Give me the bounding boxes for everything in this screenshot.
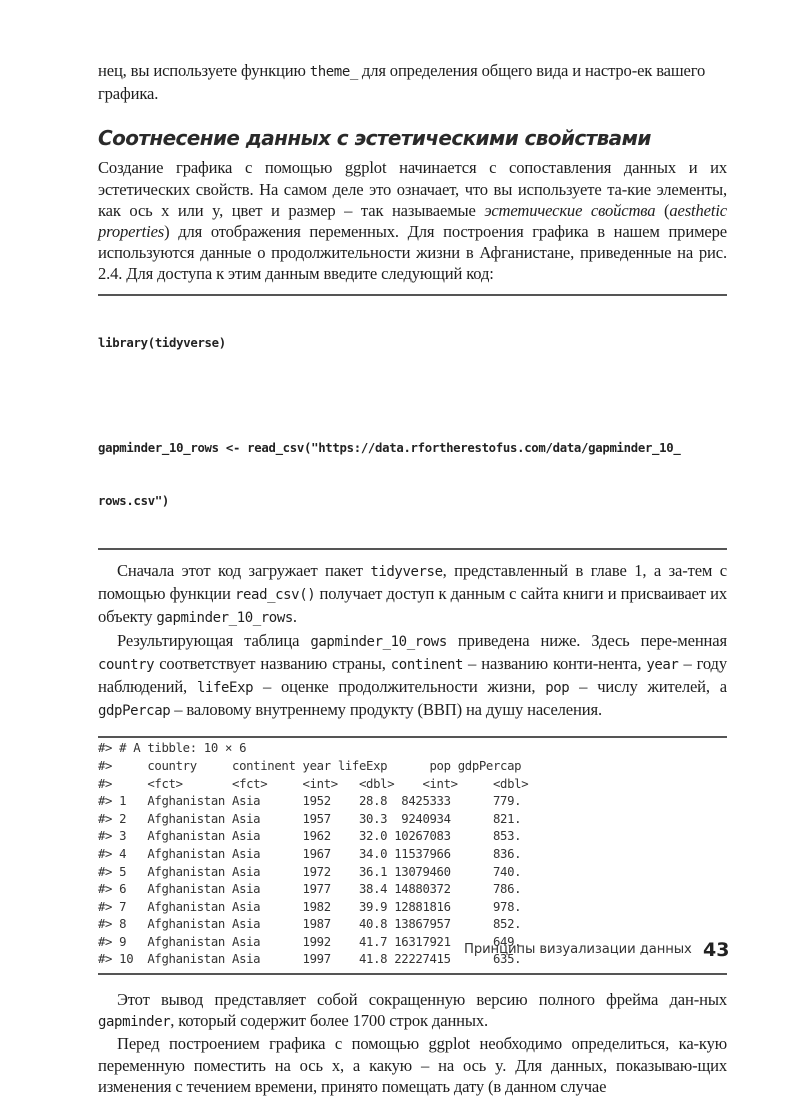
tibble-row: #> 9 Afghanistan Asia 1992 41.7 16317921 649. [98, 934, 522, 949]
tibble-output [98, 738, 730, 973]
tibble-row: #> 5 Afghanistan Asia 1972 36.1 13079460 740. [98, 864, 522, 879]
text-run: Создание графика с помощью ggplot начинается с сопоставления данных и их эстетических свойств. На самом деле это означает, что вы используете та-кие элементы, как ось x или y, цвет и размер – так называемые [98, 158, 727, 220]
inline-code: gdpPercap [98, 703, 171, 720]
text-run: – оценке продолжительности жизни, [253, 676, 546, 696]
paragraph-explain-1 [98, 560, 727, 630]
tibble-row: #> 8 Afghanistan Asia 1987 40.8 13867957 852. [98, 917, 522, 932]
tibble-row: #> 6 Afghanistan Asia 1977 38.4 14880372 786. [98, 882, 522, 897]
code-line: gapminder_10_rows <- read_csv("https://data.rfortherestofus.com/data/gapminder_10_ [98, 441, 681, 456]
paragraph-after-1 [98, 989, 727, 1033]
inline-code: year [646, 656, 679, 673]
paragraph-after-2: Перед построением графика с помощью ggplot необходимо определиться, ка-кую переменную поместить на ось x, а какую – на ось y. Для данных, показываю-щих изменения с течением времени, принято помещать дату (в данном случае [98, 1034, 727, 1096]
paragraph-intro [98, 60, 727, 104]
text-run: соответствует названию страны, [154, 653, 391, 673]
tibble-column-types: #> <fct> <fct> <int> <dbl> <int> <dbl> [98, 776, 529, 791]
code-line: library(tidyverse) [98, 335, 226, 350]
text-run: , представленный в главе 1, а за-тем с помощью функции [98, 560, 728, 604]
tibble-row: #> 2 Afghanistan Asia 1957 30.3 9240934 821. [98, 811, 522, 826]
code-line: rows.csv") [98, 494, 170, 509]
paragraph-explain-2 [98, 630, 727, 723]
inline-code: gapminder_10_rows [310, 633, 447, 650]
output-block-bottom-rule [98, 973, 727, 975]
tibble-row: #> 3 Afghanistan Asia 1962 32.0 10267083 853. [98, 829, 522, 844]
inline-code: gapminder [98, 1014, 171, 1031]
inline-code: continent [390, 656, 464, 673]
text-run: – валовому внутреннему продукту (ВВП) на душу населения. [170, 700, 602, 720]
code-line [98, 388, 727, 406]
inline-code: theme_ [309, 64, 358, 80]
page-number: 43 [703, 939, 730, 961]
text-run: Результирующая таблица [117, 630, 311, 650]
inline-code: pop [545, 679, 570, 696]
text-run: Сначала этот код загружает пакет [117, 560, 371, 580]
text-run: получает доступ к данным с сайта книги и присваивает их объекту [98, 584, 727, 627]
tibble-row: #> 1 Afghanistan Asia 1952 28.8 8425333 779. [98, 794, 522, 809]
text-run: – году наблюдений, [98, 653, 727, 696]
emphasis-text: aesthetic properties [98, 200, 728, 242]
tibble-header: #> # A tibble: 10 × 6 [98, 741, 247, 756]
inline-code: read_csv() [234, 587, 316, 604]
section-heading: Соотнесение данных с эстетическими свойствами [98, 126, 651, 151]
inline-code: tidyverse [370, 563, 443, 580]
text-run: – числу жителей, а [569, 676, 727, 696]
text-run: ( [655, 200, 670, 220]
text-run: – названию конти-нента, [463, 653, 647, 673]
paragraph-aesthetics [98, 157, 727, 284]
text-run: , который содержит более 1700 строк данных. [170, 1011, 489, 1031]
emphasis-text: эстетические свойства [484, 200, 656, 220]
text-run: ) для отображения переменных. Для построения графика в нашем примере используются данные о продолжительности жизни в Афганистане, приведенные на рис. 2.4. Для доступа к этим данным введите следующий код: [98, 222, 727, 284]
text-run: приведена ниже. Здесь пере-менная [446, 630, 727, 650]
code-block [98, 296, 727, 548]
inline-code: lifeExp [196, 679, 254, 696]
inline-code: country [98, 656, 155, 673]
code-block-bottom-rule [98, 548, 727, 550]
running-title: Принципы визуализации данных [464, 942, 692, 957]
tibble-column-names: #> country continent year lifeExp pop gdpPercap [98, 758, 522, 773]
text-run: нец, вы используете функцию [98, 61, 310, 80]
text-run: Этот вывод представляет собой сокращенную версию полного фрейма дан-ных [117, 990, 727, 1010]
inline-code: gapminder_10_rows [156, 610, 293, 627]
tibble-row: #> 10 Afghanistan Asia 1997 41.8 22227415 635. [98, 952, 522, 967]
text-run: . [292, 607, 297, 627]
tibble-row: #> 4 Afghanistan Asia 1967 34.0 11537966 836. [98, 846, 522, 861]
tibble-row: #> 7 Afghanistan Asia 1982 39.9 12881816 978. [98, 899, 522, 914]
text-run: для определения общего вида и настро-ек вашего графика. [98, 61, 706, 104]
